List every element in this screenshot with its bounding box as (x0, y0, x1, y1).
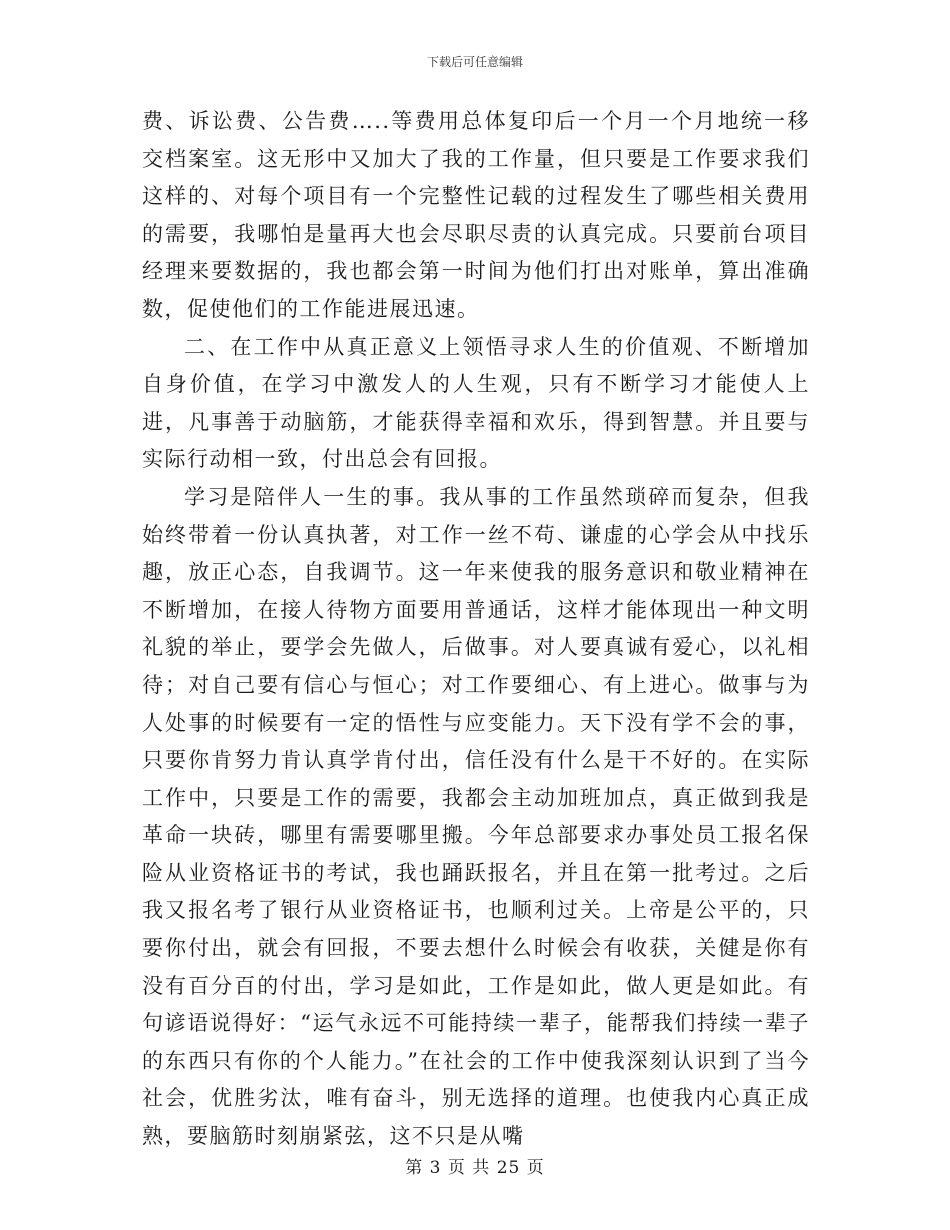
document-body (142, 103, 810, 1156)
paragraph-2: 二、在工作中从真正意义上领悟寻求人生的价值观、不断增加自身价值，在学习中激发人的人生观，只有不断学习才能使人上进，凡事善于动脑筋，才能获得幸福和欢乐，得到智慧。并且要与实际行动相一致，付出总会有回报。 (142, 334, 810, 472)
page-number-footer: 第 3 页 共 25 页 (405, 1158, 545, 1178)
page-header: 下载后可任意编辑 (426, 55, 523, 69)
paragraph-1: 费、诉讼费、公告费…..等费用总体复印后一个月一个月地统一移交档案室。这无形中又加大了我的工作量，但只要是工作要求我们这样的、对每个项目有一个完整性记载的过程发生了哪些相关费用的需要，我哪怕是量再大也会尽职尽责的认真完成。只要前台项目经理来要数据的，我也都会第一时间为他们打出对账单，算出准确数，促使他们的工作能进展迅速。 (142, 109, 810, 321)
paragraph-3: 学习是陪伴人一生的事。我从事的工作虽然琐碎而复杂，但我始终带着一份认真执著，对工作一丝不苟、谦虚的心学会从中找乐趣，放正心态，自我调节。这一年来使我的服务意识和敬业精神在不断增加，在接人待物方面要用普通话，这样才能体现出一种文明礼貌的举止，要学会先做人，后做事。对人要真诚有爱心，以礼相待；对自己要有信心与恒心；对工作要细心、有上进心。做事与为人处事的时候要有一定的悟性与应变能力。天下没有学不会的事，只要你肯努力肯认真学肯付出，信任没有什么是干不好的。在实际工作中，只要是工作的需要，我都会主动加班加点，真正做到我是革命一块砖，哪里有需要哪里搬。今年总部要求办事处员工报名保险从业资格证书的考试，我也踊跃报名，并且在第一批考过。之后我又报名考了银行从业资格证书，也顺利过关。上帝是公平的，只要你付出，就会有回报，不要去想什么时候会有收获，关健是你有没有百分百的付出，学习是如此，工作是如此，做人更是如此。有句谚语说得好：“运气永远不可能持续一辈子，能帮我们持续一辈子的东西只有你的个人能力。”在社会的工作中使我深刻认识到了当今社会，优胜劣汰，唯有奋斗，别无选择的道理。也使我内心真正成熟，要脑筋时刻崩紧弦，这不只是从嘴 (142, 484, 810, 1149)
